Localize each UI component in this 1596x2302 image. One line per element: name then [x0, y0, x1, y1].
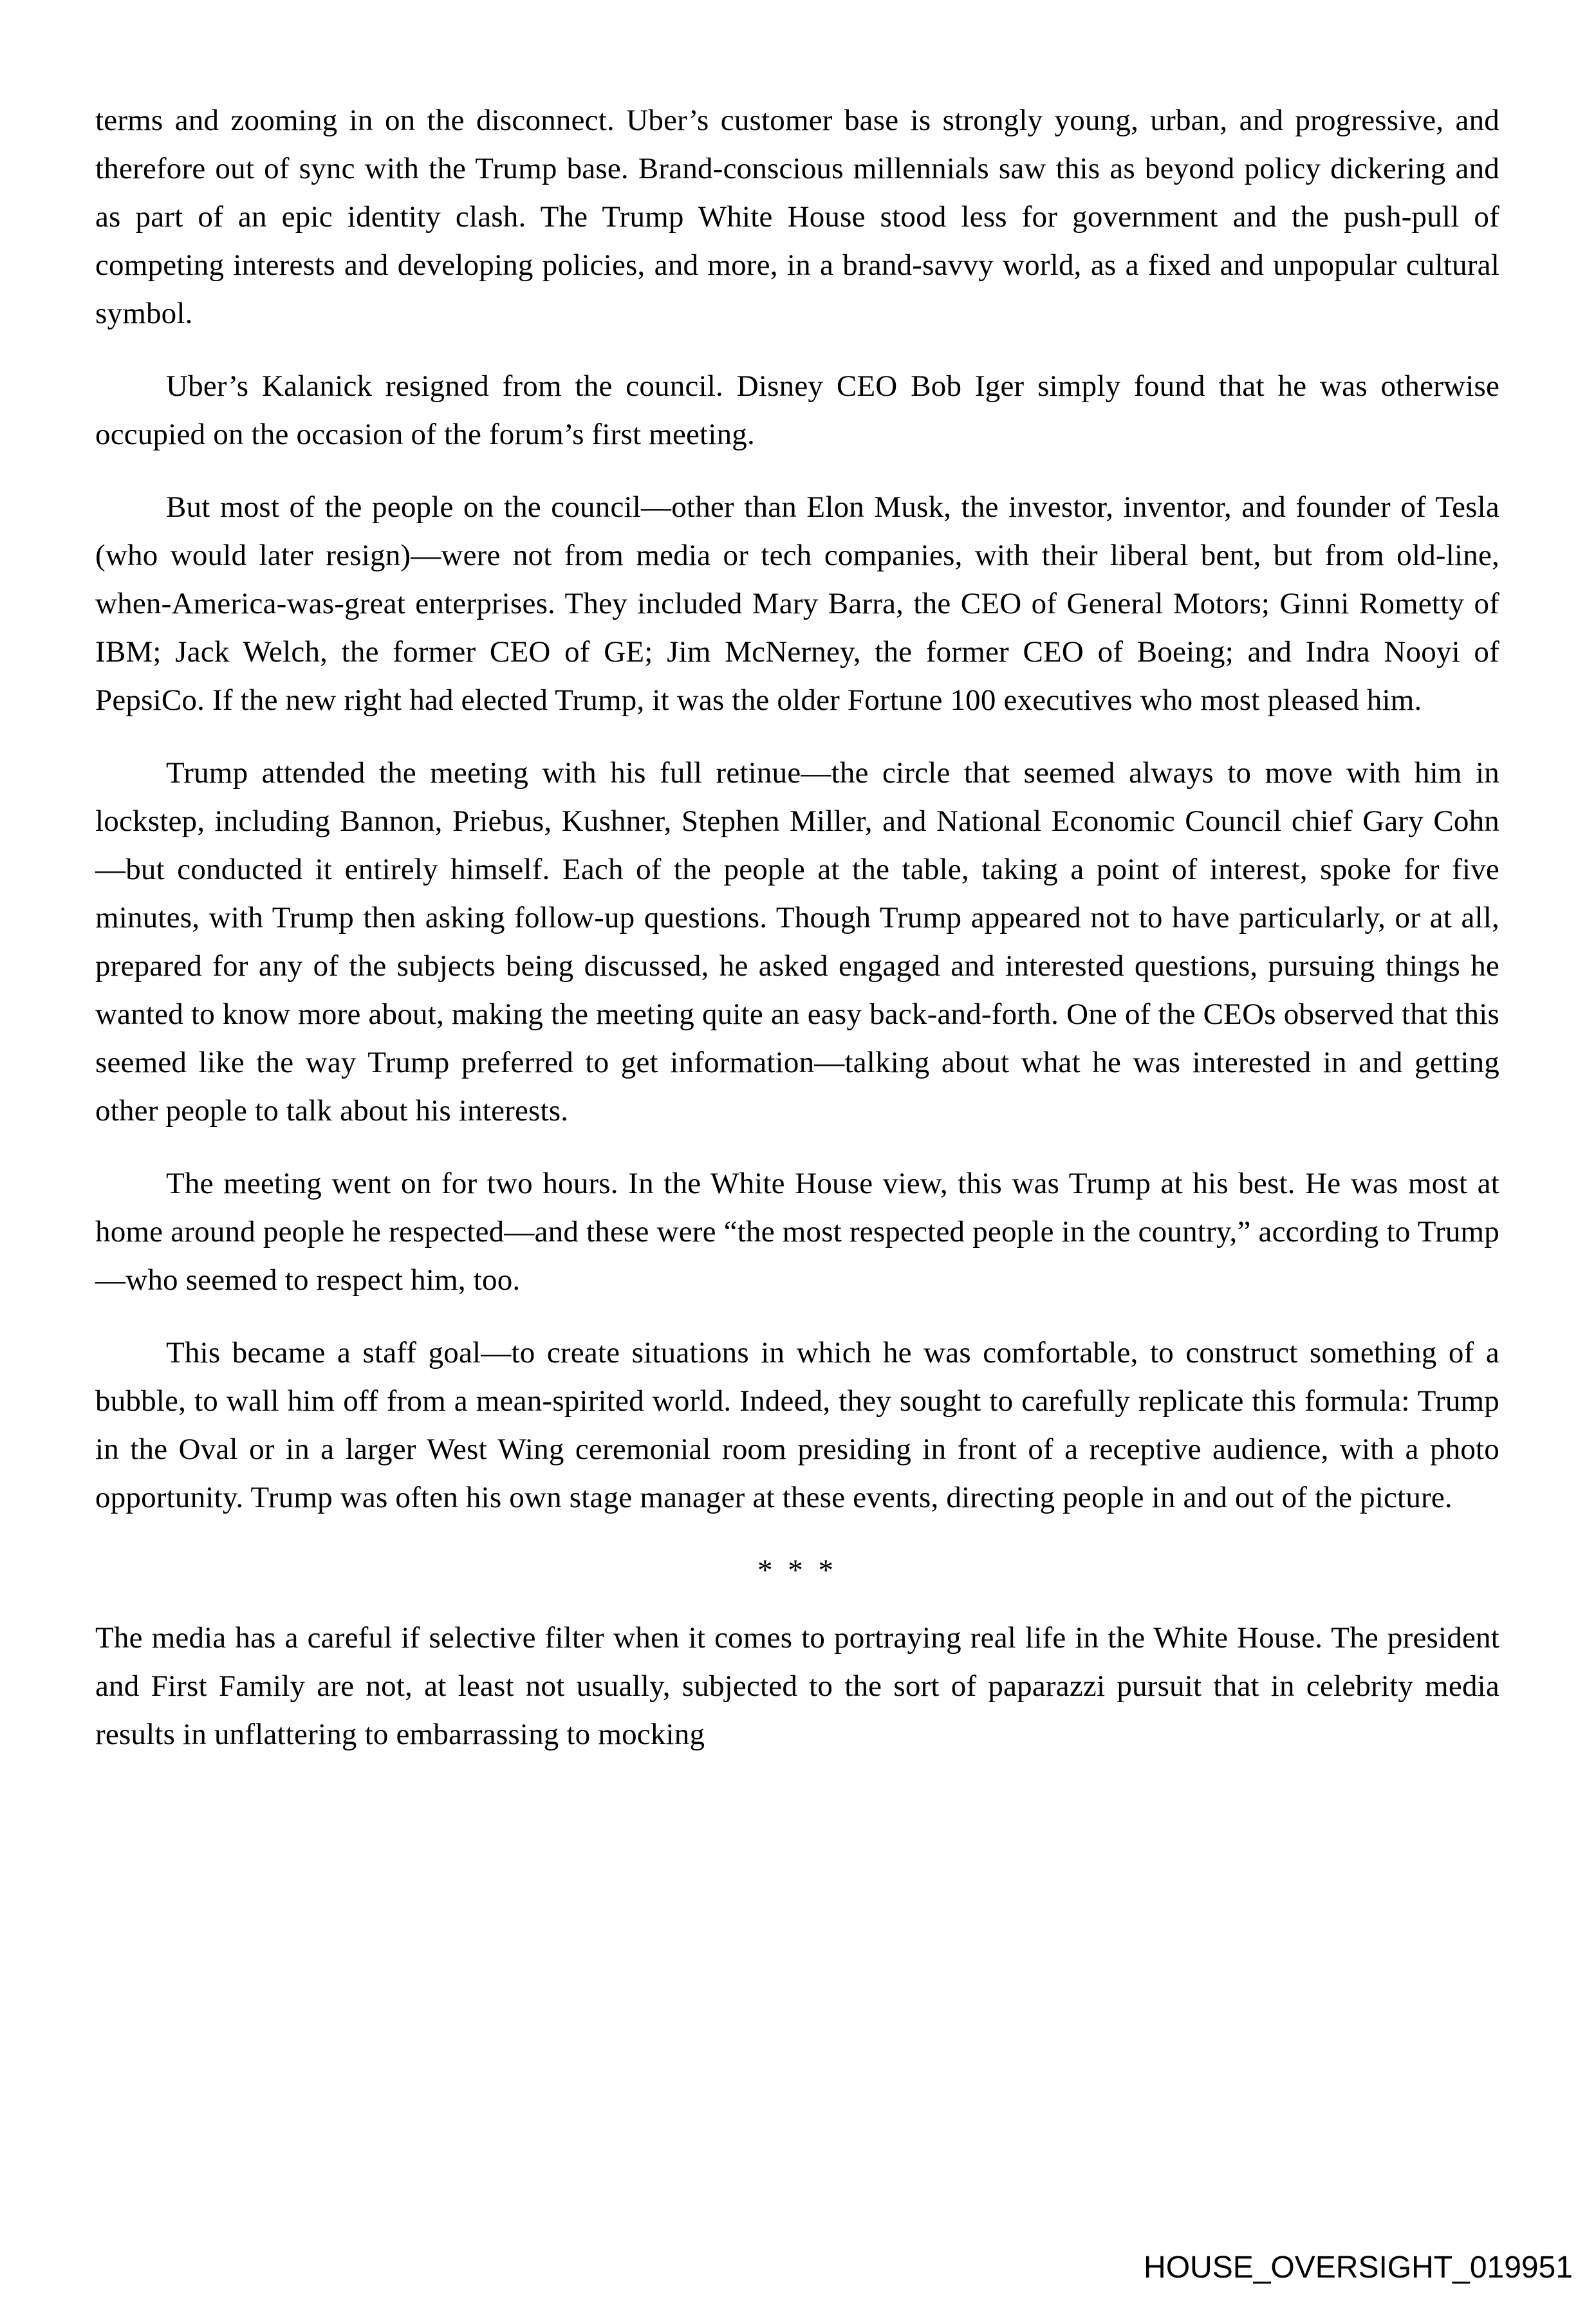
bates-number-stamp: HOUSE_OVERSIGHT_019951 [1144, 2251, 1573, 2285]
body-paragraph: Trump attended the meeting with his full retinue—the circle that seemed always to move with him in lockstep, including Bannon, Priebus, Kushner, Stephen Miller, and National Economic Council chief Gary Cohn—but conducted it entirely himself. Each of the people at the table, taking a point of interest, spoke for five minutes, with Trump then asking follow-up questions. Though Trump appeared not to have particularly, or at all, prepared for any of the subjects being discussed, he asked engaged and interested questions, pursuing things he wanted to know more about, making the meeting quite an easy back-and-forth. One of the CEOs observed that this seemed like the way Trump preferred to get information—talking about what he was interested in and getting other people to talk about his interests. [95, 756, 1499, 1128]
body-paragraph: terms and zooming in on the disconnect. Uber’s customer base is strongly young, urban, and progressive, and therefore out of sync with the Trump base. Brand-conscious millennials saw this as beyond policy dickering and as part of an epic identity clash. The Trump White House stood less for government and the push-pull of competing interests and developing policies, and more, in a brand-savvy world, as a fixed and unpopular cultural symbol. [95, 104, 1499, 330]
body-paragraph: Uber’s Kalanick resigned from the council. Disney CEO Bob Iger simply found that he was otherwise occupied on the occasion of the forum’s first meeting. [95, 369, 1499, 451]
section-break-asterisks: * * * [757, 1554, 837, 1587]
body-paragraph: The media has a careful if selective filter when it comes to portraying real life in the White House. The president and First Family are not, at least not usually, subjected to the sort of paparazzi pursuit that in celebrity media results in unflattering to embarrassing to mocking [95, 1621, 1499, 1751]
body-paragraph: The meeting went on for two hours. In the White House view, this was Trump at his best. He was most at home around people he respected—and these were “the most respected people in the country,” according to Trump—who seemed to respect him, too. [95, 1167, 1499, 1297]
page-body-text [95, 97, 1499, 1783]
body-paragraph: But most of the people on the council—other than Elon Musk, the investor, inventor, and founder of Tesla (who would later resign)—were not from media or tech companies, with their liberal bent, but from old-line, when-America-was-great enterprises. They included Mary Barra, the CEO of General Motors; Ginni Rometty of IBM; Jack Welch, the former CEO of GE; Jim McNerney, the former CEO of Boeing; and Indra Nooyi of PepsiCo. If the new right had elected Trump, it was the older Fortune 100 executives who most pleased him. [95, 490, 1499, 717]
body-paragraph: This became a staff goal—to create situations in which he was comfortable, to construct something of a bubble, to wall him off from a mean-spirited world. Indeed, they sought to carefully replicate this formula: Trump in the Oval or in a larger West Wing ceremonial room presiding in front of a receptive audience, with a photo opportunity. Trump was often his own stage manager at these events, directing people in and out of the picture. [95, 1336, 1499, 1514]
